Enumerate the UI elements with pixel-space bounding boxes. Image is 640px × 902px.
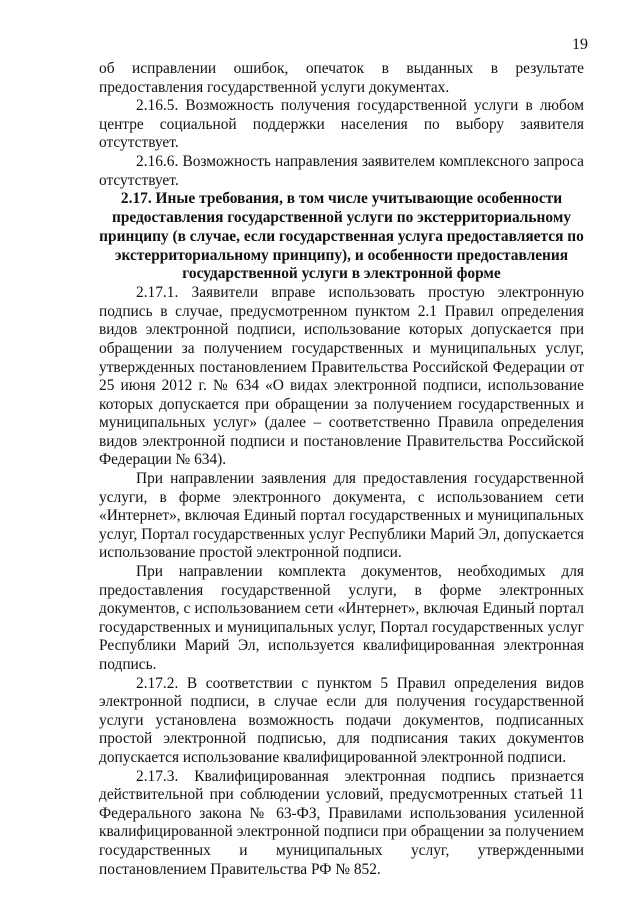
- paragraph-continuation: об исправлении ошибок, опечаток в выданных в результате предоставления государственной услуги документах.: [99, 60, 584, 96]
- paragraph-2-16-6: 2.16.6. Возможность направления заявителем комплексного запроса отсутствует.: [99, 152, 584, 189]
- paragraph-2-17-1: 2.17.1. Заявители вправе использовать простую электронную подпись в случае, предусмотренном пунктом 2.1 Правил определения видов электронной подписи, использование которых допускается при обращении за получением государственных и муниципальных услуг, утвержденных постановлением Правительства Российской Федерации от 25 июня 2012 г. № 634 «О видах электронной подписи, использование которых допускается при обращении за получением государственных и муниципальных услуг» (далее – соответственно Правила определения видов электронной подписи и постановление Правительства Российской Федерации № 634).: [99, 284, 584, 469]
- paragraph-2-17-2: 2.17.2. В соответствии с пунктом 5 Правил определения видов электронной подписи, в случае если для получения государственной услуги установлена возможность подачи документов, подписанных простой электронной подписью, для подписания таких документов допускается использование квалифицированной электронной подписи.: [99, 674, 584, 766]
- paragraph-documents-signature: При направлении комплекта документов, необходимых для предоставления государственной услуги, в форме электронных документов, с использованием сети «Интернет», включая Единый портал государственных и муниципальных услуг, Портал государственных услуг Республики Марий Эл, используется квалифицированная электронная подпись.: [99, 563, 584, 674]
- paragraph-2-16-5: 2.16.5. Возможность получения государственной услуги в любом центре социальной поддержки населения по выбору заявителя отсутствует.: [99, 97, 584, 152]
- section-heading-2-17: 2.17. Иные требования, в том числе учитывающие особенности предоставления государственной услуги по экстерриториальному принципу (в случае, если государственная услуга предоставляется по экстерриториальному принципу), и особенности предоставления государственной услуги в электронной форме: [99, 190, 584, 283]
- document-body: [99, 60, 584, 879]
- page-number: 19: [572, 36, 588, 53]
- paragraph-2-17-3: 2.17.3. Квалифицированная электронная подпись признается действительной при соблюдении условий, предусмотренных статьей 11 Федерального закона № 63-ФЗ, Правилами использования усиленной квалифицированной электронной подписи при обращении за получением государственных и муниципальных услуг, утвержденными постановлением Правительства РФ № 852.: [99, 767, 584, 878]
- paragraph-application-signature: При направлении заявления для предоставления государственной услуги, в форме электронного документа, с использованием сети «Интернет», включая Единый портал государственных и муниципальных услуг, Портал государственных услуг Республики Марий Эл, допускается использование простой электронной подписи.: [99, 470, 584, 562]
